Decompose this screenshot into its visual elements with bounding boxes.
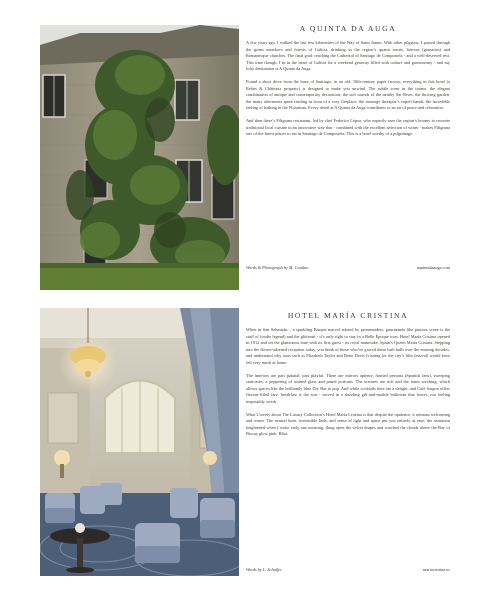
article-paragraph: The interiors are part palatial, part playful. There are mirrors aplenty, framed persona (Spanish fans), sweeping staircases, a peppering of stained glass and pastel portraits. The textures are rich and the tones soothing, which allows spaces like the brilliantly blue Dry Bar to pop. And while cocktails here are a delight, and Café Saigon offers flavour-filled fare, breakfast is the star - served in a dazzling gilt-and-marble ballroom that leaves you feeling impossibly swish. [246, 372, 450, 404]
photo-credit: Words & Photograph by M. Catalan [246, 265, 309, 270]
author-credit: Words by L. Schaffer [246, 567, 282, 572]
hotel-lounge-illustration [40, 308, 239, 576]
article-credits [246, 265, 450, 270]
article-credits [246, 567, 450, 572]
website-link[interactable]: aquintadaauga.com [416, 265, 450, 270]
hotel-maria-cristina-photo [40, 308, 239, 576]
article-hotel-maria-cristina [246, 311, 450, 438]
article-paragraph: And then there’s Filigrana restaurant, led by chef Federico López, who expertly uses the region’s bounty to recreate traditional local cuisine in an innovative way that - combined with the excellent selection of wines - makes Filigrana one of the finest places to eat in Santiago de Compostela. This is a hotel worthy of a pilgrimage. [246, 118, 450, 137]
article-paragraph: What’s lovely about The Luxury Collection’s Hotel María Cristina is that despite the opulence, it remains welcoming and warm. The neutral hues, irresistible beds, and sense of light and space put you entirely at ease; the sensation heightened when I woke early one morning, flung open the velvet drapes and watched the clouds above the Bay of Biscay glow pink. Bliss. [246, 411, 450, 437]
website-link[interactable]: mariacristina.es [422, 567, 450, 572]
article-paragraph: A few years ago, I walked the last few kilometres of the Way of Saint James. With other pilgrims, I passed through the green meadows and forests of Galicia, drinking in the region’s quaint towns, hórreos (granaries) and Romanesque churches. The final goal: reaching the Cathedral of Santiago de Compostela - and a well-deserved rest. This time though, I’m in the heart of Galicia for a weekend getaway filled with culture and gastronomy - and my lofty destination is A Quinta da Auga. [246, 40, 450, 72]
article-paragraph: Found a short drive from the buzz of Santiago, in an old, 18th-century paper factory, everything in this hotel (a Relais & Châteaux property) is designed to make you unwind. The subtle scent in the rooms, the elegant combination of antique and contemporary decoration, the soft sounds of the nearby Sar River, the thriving garden, the many afternoons spent reading in front of a cosy fireplace, the massage therapist’s expert hands, the incredible feeling of bathing in the Flotarium. Every detail at A Quinta da Auga contributes to an air of peace and relaxation. [246, 79, 450, 111]
ivy-building-illustration [40, 25, 239, 290]
article-title: A QUINTA DA AUGA [299, 24, 397, 33]
quinta-da-auga-photo [40, 25, 239, 290]
article-title: HOTEL MARÍA CRISTINA [287, 311, 409, 320]
article-quinta-da-auga [246, 24, 450, 138]
article-paragraph: When in San Sebastián – a sparkling Basque marvel adored by promenaders, gourmands (the pintxos scene is the stuff of foodie legend) and the glitterati - it’s only right to stay in a Belle Époque icon. Hotel María Cristina opened in 1912 and set the glamorous tone with its first guest - its royal namesake, Spain’s Queen María Cristina. Stepping into the flower-adorned reception today, you think of those who’ve graced these lush halls over the ensuing decades, and understand why stars such as Elizabeth Taylor and Bette Davis (visiting for the city’s film festival) would have felt very much at home. [246, 327, 450, 365]
